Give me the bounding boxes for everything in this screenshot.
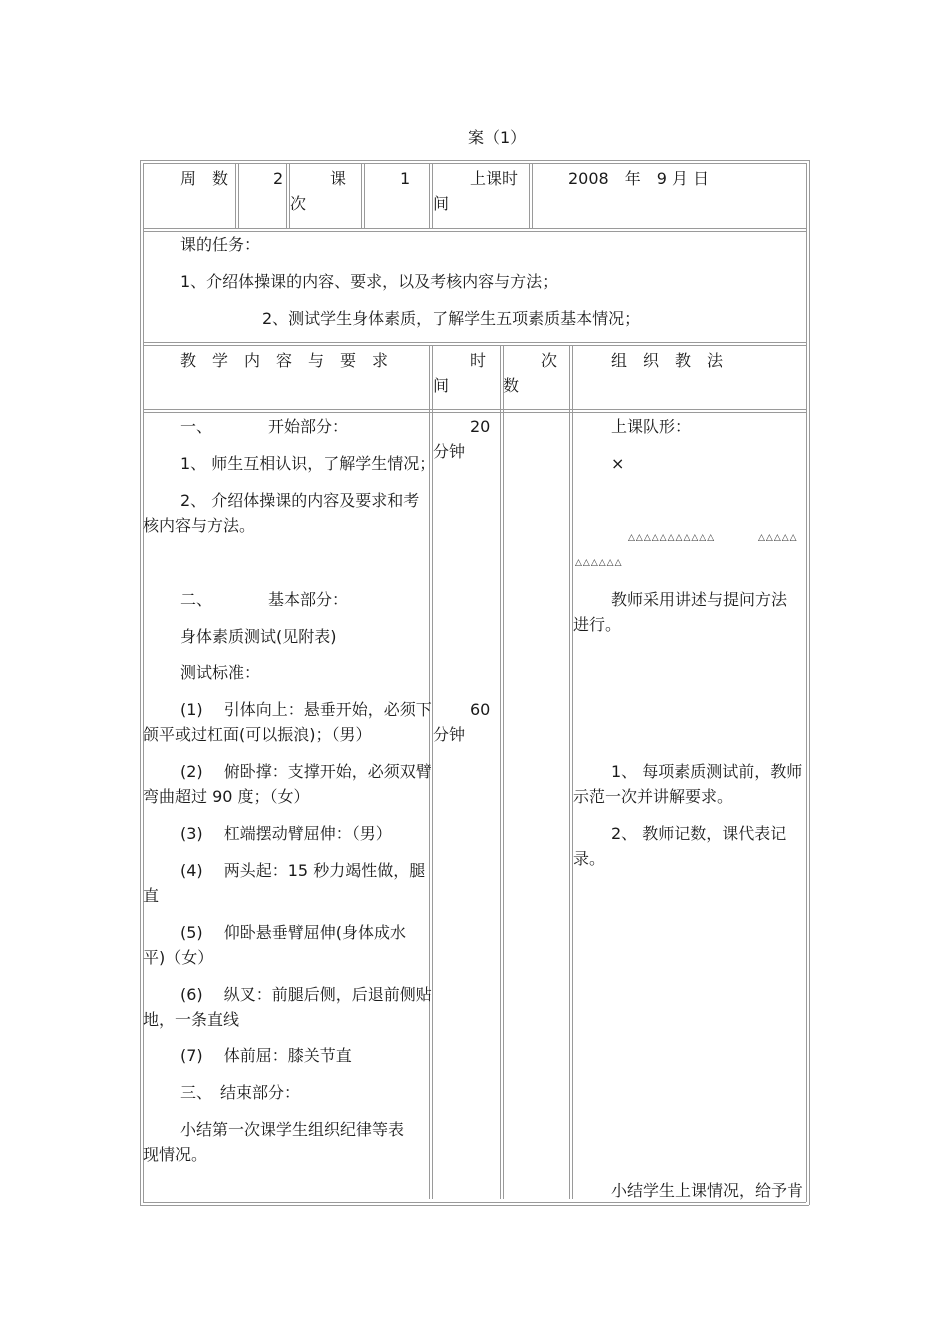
- column-header-content: 教 学 内 容 与 要 求: [180, 351, 389, 370]
- col-divider: [361, 163, 362, 228]
- test-item: 弯曲超过 90 度；（女）: [143, 787, 310, 806]
- test-item: 直: [143, 886, 160, 905]
- test-item: (3) 杠端摆动臂屈伸：（男）: [180, 824, 392, 843]
- method-line: 小结学生上课情况，给予肯: [611, 1181, 804, 1200]
- col-divider: [238, 163, 239, 228]
- col-divider: [235, 163, 236, 228]
- student-formation-row: △△△△△△: [575, 558, 623, 568]
- test-item: 平)（女）: [143, 948, 214, 967]
- content-line: 1、 师生互相认识，了解学生情况；: [180, 454, 436, 473]
- tasks-label: 课的任务：: [180, 235, 261, 254]
- method-line: 示范一次并讲解要求。: [573, 787, 734, 806]
- row-divider: [143, 345, 806, 346]
- row-divider: [143, 342, 806, 343]
- column-header-method: 组 织 教 法: [611, 351, 724, 370]
- table-border: [809, 160, 810, 1205]
- section-basic: 二、 基本部分：: [180, 590, 349, 609]
- method-line: 录。: [573, 849, 606, 868]
- formation-label: 上课队形：: [611, 417, 692, 436]
- method-line: 教师采用讲述与提问方法: [611, 590, 788, 609]
- content-line: 现情况。: [143, 1145, 208, 1164]
- table-border: [143, 163, 144, 1202]
- table-border: [140, 160, 141, 1205]
- table-border: [143, 163, 806, 164]
- col-divider: [572, 345, 573, 1199]
- task-item-1: 1、介绍体操课的内容、要求，以及考核内容与方法；: [180, 272, 559, 291]
- col-divider: [532, 163, 533, 228]
- time-value: 20: [470, 417, 491, 436]
- date-value: 2008 年 9 月 日: [568, 169, 710, 188]
- method-line: 1、 每项素质测试前，教师: [611, 762, 803, 781]
- content-line: 身体素质测试(见附表): [180, 627, 337, 646]
- table-border: [140, 1205, 809, 1206]
- student-formation-row: △△△△△△△△△△△: [628, 533, 716, 543]
- method-line: 进行。: [573, 615, 622, 634]
- column-header-time-top: 时: [470, 351, 487, 370]
- lesson-label-top: 课: [330, 169, 347, 188]
- test-item: 地，一条直线: [143, 1010, 240, 1029]
- method-line: 2、 教师记数，课代表记: [611, 824, 787, 843]
- column-header-time-bottom: 间: [433, 376, 450, 395]
- time-label-bottom: 间: [433, 194, 450, 213]
- column-header-count-top: 次: [541, 351, 558, 370]
- week-value: 2: [273, 169, 284, 188]
- page-title: 案（1）: [468, 128, 527, 147]
- col-divider: [429, 163, 430, 228]
- col-divider: [286, 163, 287, 228]
- col-divider: [500, 345, 501, 1199]
- row-divider: [143, 412, 806, 413]
- teacher-mark: ×: [611, 454, 625, 473]
- week-label: 周 数: [180, 169, 229, 188]
- test-item: (6) 纵叉：前腿后侧，后退前侧贴: [180, 985, 432, 1004]
- section-start: 一、 开始部分：: [180, 417, 349, 436]
- row-divider: [143, 409, 806, 410]
- test-item: (4) 两头起：15 秒力竭性做，腿: [180, 861, 426, 880]
- test-item: (1) 引体向上：悬垂开始，必须下: [180, 700, 432, 719]
- task-item-2: 2、测试学生身体素质，了解学生五项素质基本情况；: [262, 309, 641, 328]
- section-end: 三、 结束部分：: [180, 1083, 301, 1102]
- test-item: (7) 体前屈：膝关节直: [180, 1046, 352, 1065]
- time-label-top: 上课时: [470, 169, 519, 188]
- col-divider: [569, 345, 570, 1199]
- col-divider: [503, 345, 504, 1199]
- test-item: 颌平或过杠面(可以振浪)；（男）: [143, 725, 372, 744]
- row-divider: [143, 228, 806, 229]
- row-divider: [143, 231, 806, 232]
- content-line: 2、 介绍体操课的内容及要求和考: [180, 491, 420, 510]
- content-line: 测试标准：: [180, 663, 261, 682]
- table-border: [806, 163, 807, 1202]
- col-divider: [529, 163, 530, 228]
- lesson-value: 1: [400, 169, 411, 188]
- col-divider: [364, 163, 365, 228]
- column-header-count-bottom: 数: [503, 376, 520, 395]
- time-unit: 分钟: [433, 725, 466, 744]
- content-line: 小结第一次课学生组织纪律等表: [180, 1120, 405, 1139]
- time-value: 60: [470, 700, 491, 719]
- time-unit: 分钟: [433, 442, 466, 461]
- table-border: [140, 160, 809, 161]
- test-item: (2) 俯卧撑：支撑开始，必须双臂: [180, 762, 432, 781]
- lesson-label-bottom: 次: [290, 194, 307, 213]
- student-formation-row: △△△△△: [758, 533, 798, 543]
- test-item: (5) 仰卧悬垂臂屈伸(身体成水: [180, 923, 406, 942]
- content-line: 核内容与方法。: [143, 516, 256, 535]
